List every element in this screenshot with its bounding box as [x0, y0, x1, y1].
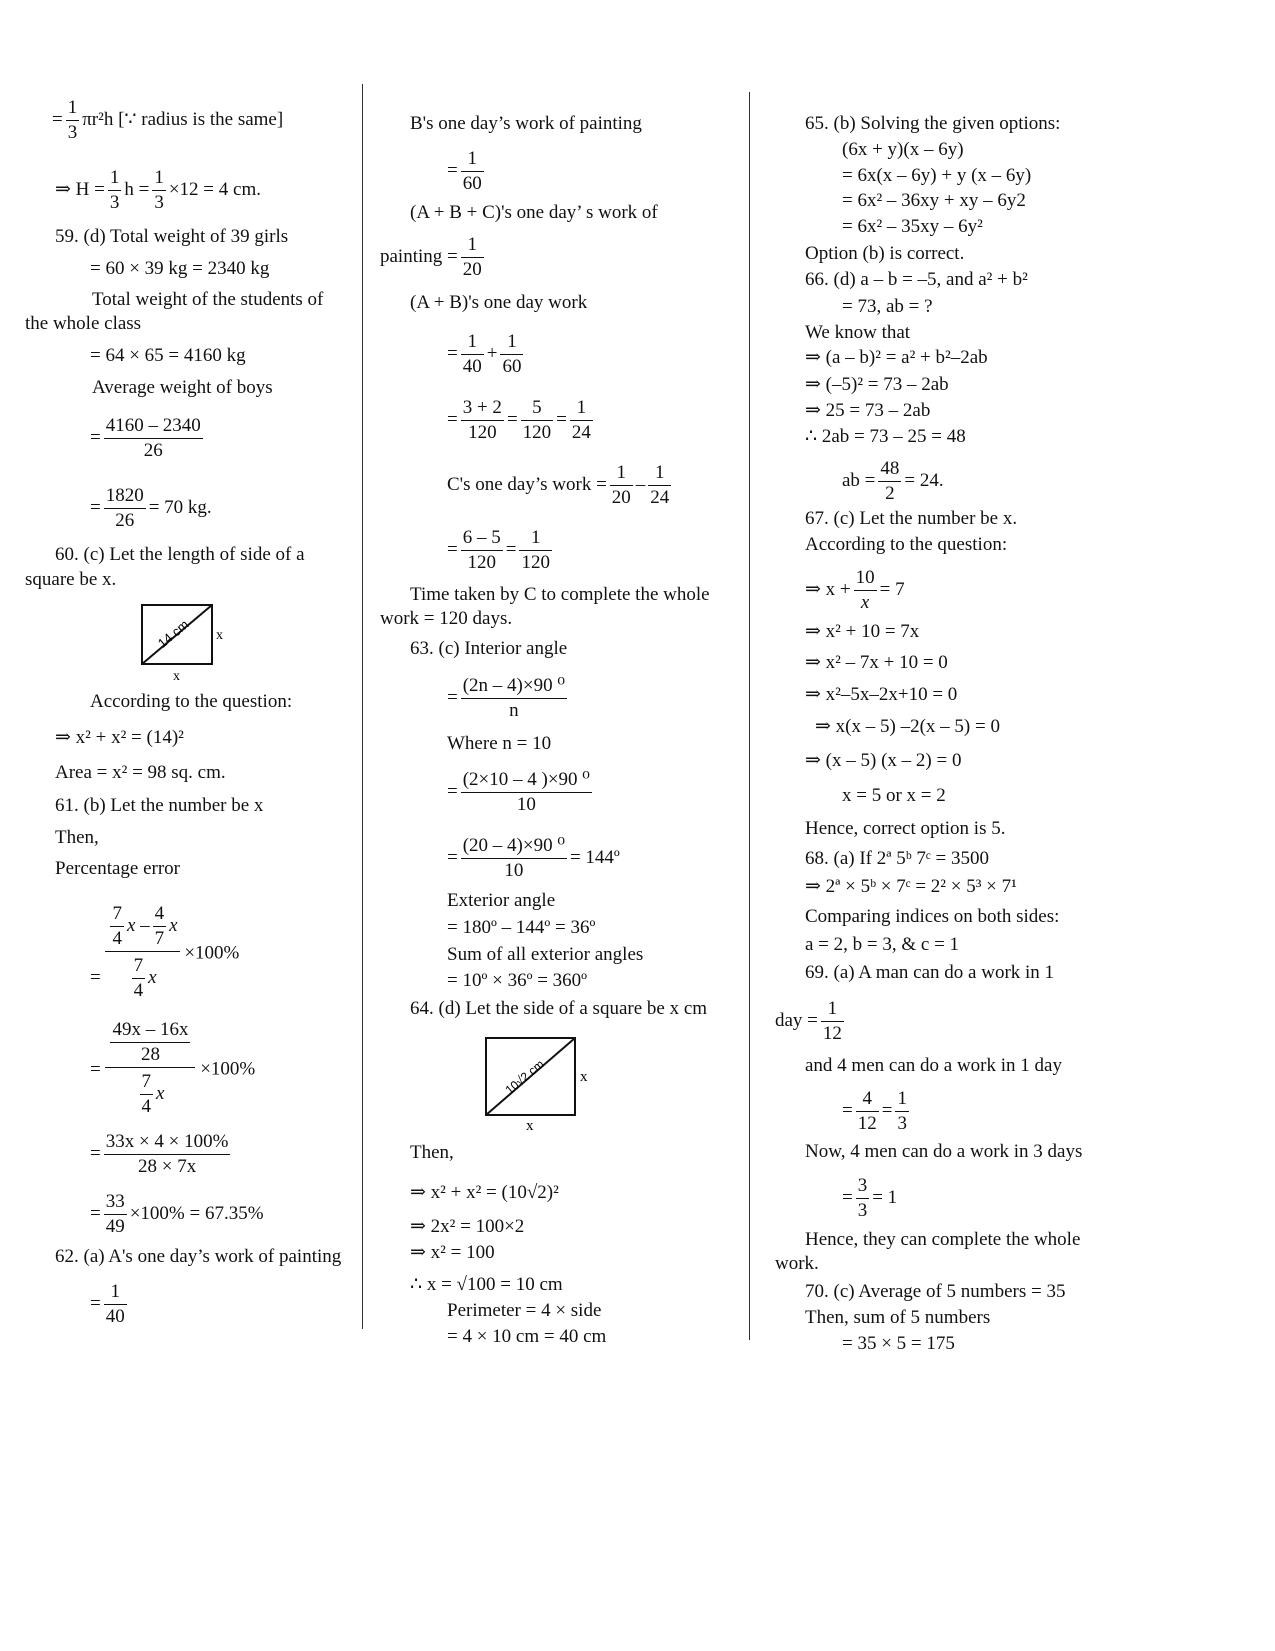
- q69-line-g: work.: [775, 1253, 819, 1274]
- q63-line-g: Sum of all exterior angles: [447, 944, 644, 965]
- q67-line-e: ⇒ x²–5x–2x+10 = 0: [805, 684, 958, 705]
- square-figure-14cm: [135, 600, 235, 685]
- square-figure-10root2cm: [480, 1033, 610, 1133]
- q67-line-f: ⇒ x(x – 5) –2(x – 5) = 0: [815, 716, 1000, 737]
- q61-compound-fraction: = $\frac{7}{4}$ x – $\frac{4}{7}$ x $\frac{7}{4}$ x ×100%: [90, 903, 240, 1001]
- c2-frac-b7: C's one day’s work = $\frac{1}{20}$ – $\frac{1}{24}$: [447, 462, 670, 508]
- q59-line-b: Total weight of the students of: [92, 289, 324, 310]
- fig1-bottom-label: x: [173, 669, 180, 684]
- q60-line-b: According to the question:: [90, 691, 293, 712]
- q70-heading: 70. (c) Average of 5 numbers = 35: [805, 1281, 1066, 1302]
- q64-line-c: ⇒ 2x² = 100×2: [410, 1216, 525, 1237]
- c2-line-b9: Time taken by C to complete the whole: [410, 584, 710, 605]
- q61-frac-e: = $\frac{33x \times 4 \times 100\%}{28 \times 7x}$: [90, 1131, 229, 1177]
- q59-line-e: Average weight of boys: [92, 377, 273, 398]
- q64-line-e: ∴ x = √100 = 10 cm: [410, 1274, 563, 1295]
- q59-frac-g: = $\frac{1820}{26}$ = 70 kg.: [90, 485, 212, 531]
- q59-line-d: = 64 × 65 = 4160 kg: [90, 345, 246, 366]
- c2-frac-b5: = $\frac{1}{40}$ + $\frac{1}{60}$: [447, 331, 522, 377]
- q66-heading: 66. (d) a – b = –5, and a² + b²: [805, 269, 1028, 290]
- q65-line-c: = 6x² – 36xy + xy – 6y2: [842, 190, 1026, 211]
- c1-line0: = $\frac{1}{3}$ πr²h [∵ radius is the same]: [52, 97, 284, 143]
- c2-line-b4: (A + B)'s one day work: [410, 292, 588, 313]
- q61-line-a: Then,: [55, 827, 99, 848]
- q63-frac-a: = $\frac{\text{(2n – 4)×90 ⁰}}{n}$: [447, 675, 565, 721]
- q64-line-f: Perimeter = 4 × side: [447, 1300, 602, 1321]
- fig1-side-label: x: [216, 628, 223, 643]
- fig2-side-label: x: [580, 1069, 588, 1085]
- q63-line-f: = 180º – 144º = 36º: [447, 917, 596, 938]
- q69-frac-e: = $\frac{3}{3}$ = 1: [842, 1175, 898, 1221]
- q60-line-a: square be x.: [25, 569, 117, 590]
- q67-line-g: ⇒ (x – 5) (x – 2) = 0: [805, 750, 962, 771]
- q64-heading: 64. (d) Let the side of a square be x cm: [410, 998, 708, 1019]
- q69-frac-c: = $\frac{4}{12}$ = $\frac{1}{3}$: [842, 1088, 907, 1134]
- q68-line-c: a = 2, b = 3, & c = 1: [805, 934, 960, 955]
- q66-line-a: = 73, ab = ?: [842, 296, 933, 317]
- q64-line-g: = 4 × 10 cm = 40 cm: [447, 1326, 607, 1347]
- q59-line-c: the whole class: [25, 313, 142, 334]
- q64-line-d: ⇒ x² = 100: [410, 1242, 495, 1263]
- fig2-bottom-label: x: [526, 1118, 534, 1133]
- q61-compound-fraction-2: = $\frac{49x - 16x}{28}$ $\frac{7}{4}$ x ×100%: [90, 1019, 256, 1117]
- q63-line-e: Exterior angle: [447, 890, 556, 911]
- q60-heading: 60. (c) Let the length of side of a: [55, 544, 305, 565]
- q63-frac-d: = $\frac{\text{(20 – 4)×90 ⁰}}{10}$ = 144º: [447, 835, 620, 881]
- q66-line-e: ⇒ 25 = 73 – 2ab: [805, 400, 931, 421]
- q67-line-d: ⇒ x² – 7x + 10 = 0: [805, 652, 948, 673]
- q66-line-b: We know that: [805, 322, 911, 343]
- q67-line-a: According to the question:: [805, 534, 1008, 555]
- q59-heading: 59. (d) Total weight of 39 girls: [55, 226, 289, 247]
- c2-frac-b6: = $\frac{3 + 2}{120}$ = $\frac{5}{120}$ = $\frac{1}{24}$: [447, 397, 591, 443]
- q69-line-b: and 4 men can do a work in 1 day: [805, 1055, 1062, 1076]
- q59-frac-f: = $\frac{4160 - 2340}{26}$: [90, 415, 201, 461]
- q63-line-h: = 10º × 36º = 360º: [447, 970, 588, 991]
- c2-line-b3: painting = $\frac{1}{20}$: [380, 234, 482, 280]
- q65-line-d: = 6x² – 35xy – 6y²: [842, 216, 983, 237]
- q69-line-d: Now, 4 men can do a work in 3 days: [805, 1141, 1083, 1162]
- q61-heading: 61. (b) Let the number be x: [55, 795, 264, 816]
- q64-line-a: Then,: [410, 1142, 454, 1163]
- q68-line-b: Comparing indices on both sides:: [805, 906, 1060, 927]
- fig2-diagonal-label: 10√2 cm: [502, 1056, 547, 1098]
- q65-line-b: = 6x(x – 6y) + y (x – 6y): [842, 165, 1032, 186]
- q63-heading: 63. (c) Interior angle: [410, 638, 568, 659]
- q60-line-d: Area = x² = 98 sq. cm.: [55, 762, 226, 783]
- q67-line-h: x = 5 or x = 2: [842, 785, 946, 806]
- q63-line-b: Where n = 10: [447, 733, 552, 754]
- q69-frac-a: day = $\frac{1}{12}$: [775, 998, 842, 1044]
- q66-line-c: ⇒ (a – b)² = a² + b²–2ab: [805, 347, 988, 368]
- q68-heading: 68. (a) If 2ª 5ᵇ 7ᶜ = 3500: [805, 848, 989, 869]
- q63-frac-c: = $\frac{\text{(2×10 – 4 )×90 ⁰}}{10}$: [447, 769, 590, 815]
- q65-line-e: Option (b) is correct.: [805, 243, 965, 264]
- c2-frac-b1: = $\frac{1}{60}$: [447, 148, 482, 194]
- q70-line-a: Then, sum of 5 numbers: [805, 1307, 991, 1328]
- c1-line1: ⇒ H = $\frac{1}{3}$ h = $\frac{1}{3}$ ×12 = 4 cm.: [55, 167, 261, 213]
- q67-line-c: ⇒ x² + 10 = 7x: [805, 621, 920, 642]
- c2-line-b2: (A + B + C)'s one day’ s work of: [410, 202, 658, 223]
- c2-frac-b8: = $\frac{6 - 5}{120}$ = $\frac{1}{120}$: [447, 527, 550, 573]
- fig1-diagonal-label: 14 cm: [154, 616, 192, 651]
- q59-line-a: = 60 × 39 kg = 2340 kg: [90, 258, 270, 279]
- q65-line-a: (6x + y)(x – 6y): [842, 139, 964, 160]
- q69-line-f: Hence, they can complete the whole: [805, 1229, 1081, 1250]
- q62-frac-a: = $\frac{1}{40}$: [90, 1281, 125, 1327]
- c2-line-b1: B's one day’s work of painting: [410, 113, 642, 134]
- q67-heading: 67. (c) Let the number be x.: [805, 508, 1018, 529]
- c2-line-b10: work = 120 days.: [380, 608, 513, 629]
- q70-line-b: = 35 × 5 = 175: [842, 1333, 955, 1354]
- q65-heading: 65. (b) Solving the given options:: [805, 113, 1061, 134]
- column-divider-right: [749, 92, 750, 1340]
- q61-line-b: Percentage error: [55, 858, 181, 879]
- q66-line-f: ∴ 2ab = 73 – 25 = 48: [805, 426, 966, 447]
- q61-frac-f: = $\frac{33}{49}$ ×100% = 67.35%: [90, 1191, 264, 1237]
- q67-line-i: Hence, correct option is 5.: [805, 818, 1006, 839]
- column-divider-left: [362, 84, 363, 1329]
- q60-line-c: ⇒ x² + x² = (14)²: [55, 727, 184, 748]
- q67-frac-b: ⇒ x + $\frac{10}{x}$ = 7: [805, 567, 905, 613]
- q66-line-d: ⇒ (–5)² = 73 – 2ab: [805, 374, 949, 395]
- q68-line-a: ⇒ 2ª × 5ᵇ × 7ᶜ = 2² × 5³ × 7¹: [805, 876, 1017, 897]
- q69-heading: 69. (a) A man can do a work in 1: [805, 962, 1055, 983]
- q64-line-b: ⇒ x² + x² = (10√2)²: [410, 1182, 559, 1203]
- q66-frac-g: ab = $\frac{48}{2}$ = 24.: [842, 458, 944, 504]
- q62-heading: 62. (a) A's one day’s work of painting: [55, 1246, 342, 1267]
